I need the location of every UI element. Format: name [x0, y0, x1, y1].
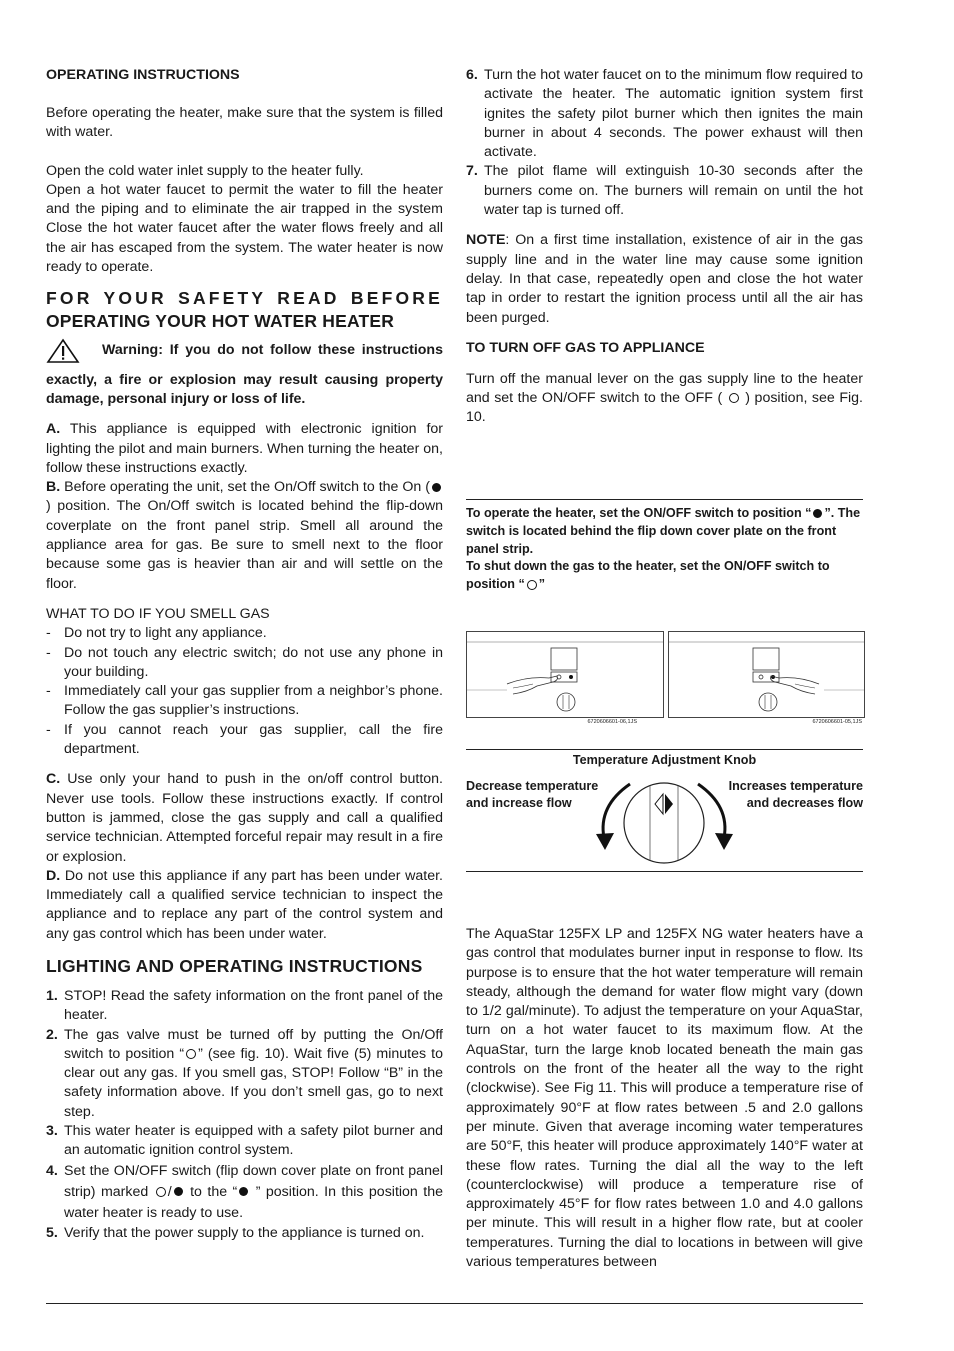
text-b-2: ) position. The On/Off switch is located behind the flip-down coverplate on the front panel strip. Smell all around the appliance area for gas. Be sure to smell next to the floor because some gas is heavier than air and will settle on the floor.: [46, 498, 443, 592]
page-bottom-rule: [46, 1303, 863, 1304]
off-ring-icon: [729, 393, 739, 403]
heading-operating-instructions: OPERATING INSTRUCTIONS: [46, 67, 240, 83]
label-b: B.: [46, 479, 61, 496]
para-note: [466, 231, 863, 327]
lighting-steps: [46, 987, 443, 1243]
knob-right-label: Increases temperature and decreases flow: [728, 779, 863, 810]
warning-triangle-icon: [46, 338, 80, 370]
off-ring-icon: [186, 1049, 196, 1059]
divider-fig10-top: [466, 499, 863, 500]
heater-panel-illustration-right: [669, 632, 864, 717]
heading-turn-off-gas: TO TURN OFF GAS TO APPLIANCE: [466, 339, 705, 356]
warning-text: Warning: If you do not follow these instructions exactly, a fire or explosion may result causing property damage, personal injury or loss of life.: [46, 342, 443, 407]
para-a: [46, 420, 443, 478]
fig10-caption: [466, 505, 863, 594]
warning-block: [46, 341, 443, 409]
step-6: 6. Turn the hot water faucet on to the minimum flow required to activate the heater. The automatic ignition system first ignites the safety pilot burner which then ignites the main burner in about 4 seconds. The power exhaust will then activate.: [466, 67, 863, 161]
text-c: Use only your hand to push in the on/off control button. Never use tools. Follow these instructions exactly. If control button is jammed, close the gas supply and call a qualified service technician. Attempted forceful repair may result in a fire or explosion.: [46, 771, 443, 865]
heading-safety-line2: OPERATING YOUR HOT WATER HEATER: [46, 311, 395, 332]
step-4: 4. Set the ON/OFF switch (flip down cover plate on front panel strip) marked / to the “ ” position. In this position the water heater is ready to use.: [46, 1162, 443, 1221]
knob-title: Temperature Adjustment Knob: [572, 753, 757, 767]
fig-code-right: 6720606601-05,1JS: [812, 719, 862, 725]
step-2: 2. The gas valve must be turned off by putting the On/Off switch to position “ ” (see fig. 10). Wait five (5) minutes to clear out any gas. If you smell gas, STOP! Follow “B” in the safety information above. If you don’t smell gas, go to next step.: [46, 1026, 443, 1120]
label-c: C.: [46, 771, 61, 788]
list-item: - Immediately call your gas supplier from a neighbor’s phone. Follow the gas supplier’s instructions.: [46, 682, 443, 721]
text-a: This appliance is equipped with electronic ignition for lighting the pilot and main burners. When turning the heater on, follow these instructions exactly.: [46, 421, 443, 476]
para-open-cold-water: Open the cold water inlet supply to the heater fully.: [46, 162, 364, 179]
note-label: NOTE: [466, 232, 506, 249]
step-5: 5. Verify that the power supply to the appliance is turned on.: [46, 1224, 425, 1241]
fig10-caption-line1: To operate the heater, set the ON/OFF switch to position “ ”. The switch is located behind the flip down cover plate on the front panel strip.: [466, 506, 861, 556]
on-dot-icon: [239, 1187, 248, 1196]
heading-safety-line1: FOR YOUR SAFETY READ BEFORE: [46, 288, 443, 309]
on-dot-icon: [813, 509, 822, 518]
label-a: A.: [46, 421, 61, 438]
note-text: : On a first time installation, existence of air in the gas supply line and in the water line may cause some ignition delay. In that case, repeatedly open and close the hot water tap in order to restart the ignition process until all the air has been purged.: [466, 232, 863, 326]
off-ring-icon: [527, 580, 537, 590]
left-column: [46, 66, 443, 1243]
text-b-1: Before operating the unit, set the On/Off switch to the On (: [64, 479, 430, 496]
fig10-panel-right: [668, 631, 865, 725]
para-c: [46, 770, 443, 866]
step-3: 3. This water heater is equipped with a safety pilot burner and an automatic ignition control system.: [46, 1123, 443, 1159]
list-item: - Do not try to light any appliance.: [46, 624, 443, 643]
on-dot-icon: [432, 483, 441, 492]
label-d: D.: [46, 867, 61, 884]
off-ring-icon: [156, 1187, 166, 1197]
list-item: - If you cannot reach your gas supplier, call the fire department.: [46, 721, 443, 760]
para-b: [46, 478, 443, 594]
para-open-hot-faucet: Open a hot water faucet to permit the water to fill the heater and the piping and to eliminate the air trapped in the system Close the hot water faucet after the water flows freely and all the air has escaped from the system. The water heater is now ready to operate.: [46, 181, 443, 276]
step-7: 7. The pilot flame will extinguish 10-30 seconds after the burners come on. The burners will remain on until the hot water tap is turned off.: [466, 163, 863, 219]
smell-gas-heading: WHAT TO DO IF YOU SMELL GAS: [46, 605, 270, 622]
step-1: 1. STOP! Read the safety information on the front panel of the heater.: [46, 987, 443, 1024]
smell-gas-list: [46, 624, 443, 759]
temperature-knob-illustration: [590, 776, 740, 868]
text-d: Do not use this appliance if any part has been under water. Immediately call a qualified service technician to inspect the appliance and to replace any part of the control system and any gas control which has been under water.: [46, 867, 443, 942]
para-turn-off-gas: Turn off the manual lever on the gas supply line to the heater and set the ON/OFF switch to the OFF ( ) position, see Fig. 10.: [466, 370, 863, 426]
fig10-panel-left: [466, 631, 664, 725]
on-dot-icon: [174, 1187, 183, 1196]
list-item: - Do not touch any electric switch; do not use any phone in your building.: [46, 644, 443, 683]
divider-fig11-bottom: [466, 871, 863, 872]
knob-left-label: Decrease temperature and increase flow: [466, 779, 599, 810]
para-before-operating: Before operating the heater, make sure that the system is filled with water.: [46, 105, 443, 141]
para-d: [46, 867, 443, 944]
heater-panel-illustration-left: [467, 632, 663, 717]
fig10-caption-line2: To shut down the gas to the heater, set the ON/OFF switch to position “ ”: [466, 559, 830, 592]
fig-code-left: 6720606601-06,1JS: [587, 719, 637, 725]
heading-lighting-instructions: LIGHTING AND OPERATING INSTRUCTIONS: [46, 955, 423, 976]
lighting-steps-continued: [466, 66, 863, 220]
para-aquastar-temperature: The AquaStar 125FX LP and 125FX NG water heaters have a gas control that modulates burner input in response to flow. Its purpose is to ensure that the hot water temperature will remain steady, although the demand for water flow might vary (down to 1/2 gal/minute). To adjust the temperature on your AquaStar, turn on a hot water faucet to its maximum flow. At the AquaStar, turn the large knob located beneath the main gas controls on the front of the heater all the way to the right (clockwise). See Fig 11. This will produce a temperature rise of approximately 90°F at flow rates between .5 and 2.0 gallons per minute. Given that average incoming water temperatures are 50°F, this heater will produce approximately 140°F water at these flow rates. Turning the dial all the way to the left (counterclockwise) will produce a temperature rise of approximately 45°F for flow rates between 1.0 and 4.0 gallons per minute. This will result in a higher flow rate, but at cooler temperatures. Turning the dial to locations in between will give various temperatures between: [466, 926, 863, 1271]
right-column: [466, 66, 863, 428]
divider-fig11-top: [466, 749, 863, 750]
